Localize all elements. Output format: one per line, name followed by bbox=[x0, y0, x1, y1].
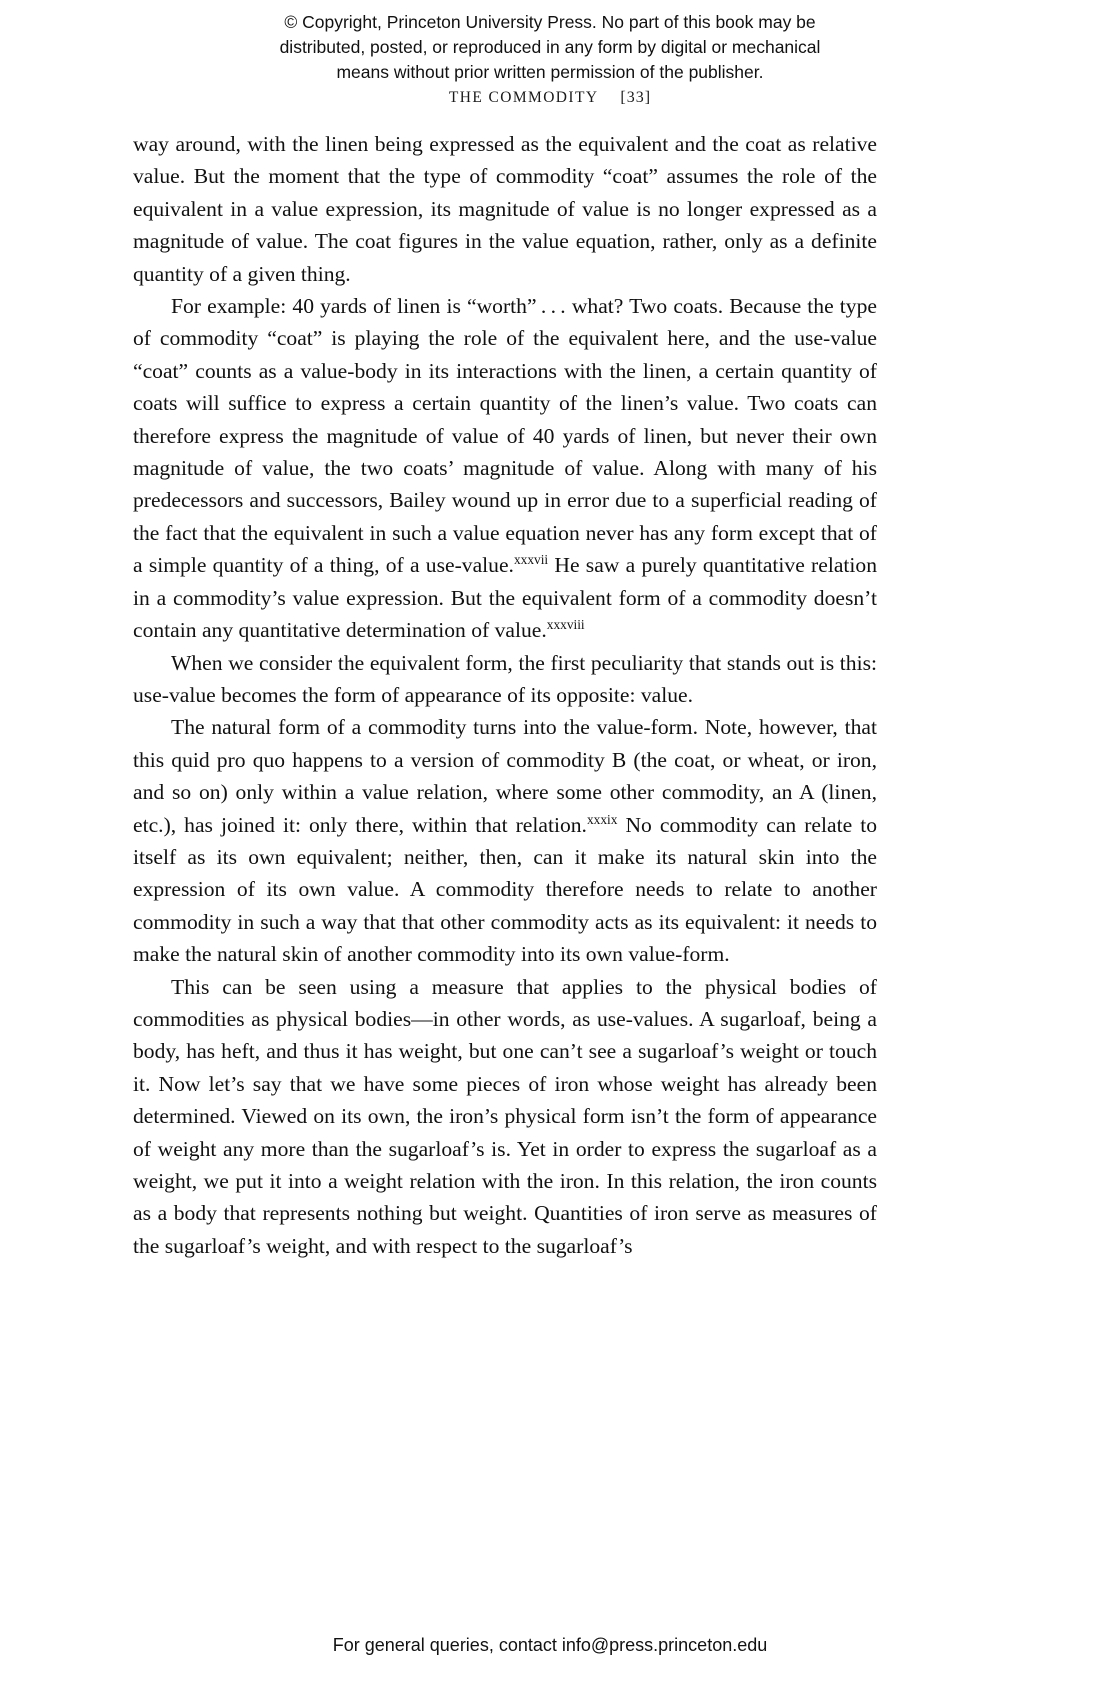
paragraph: When we consider the equivalent form, the first peculiarity that stands out is this: use-value becomes the form of appearance of its opposite: value. bbox=[133, 650, 877, 707]
copyright-notice bbox=[0, 10, 1100, 85]
paragraph: For example: 40 yards of linen is “worth” . . . what? Two coats. Because the type of commodity “coat” is playing the role of the equivalent here, and the use-value “coat” counts as a value-body in its interactions with the linen, a certain quantity of coats will suffice to express a certain quantity of the linen’s value. Two coats can therefore express the magnitude of value of 40 yards of linen, but never their own magnitude of value, the two coats’ magnitude of value. Along with many of his predecessors and successors, Bailey wound up in error due to a superficial reading of the fact that the equivalent in such a value equation never has any form except that of a simple quantity of a thing, of a use-value.$^{xxxvii}$ He saw a purely quantitative relation in a commodity’s value expression. But the equivalent form of a commodity doesn’t contain any quantitative determination of value.$^{xxxviii}$ bbox=[133, 294, 877, 643]
paragraph: way around, with the linen being expressed as the equivalent and the coat as relative value. But the moment that the type of commodity “coat” assumes the role of the equivalent in a value expression, its magnitude of value is no longer expressed as a magnitude of value. The coat figures in the value equation, rather, only as a definite quantity of a given thing. bbox=[133, 132, 877, 286]
copyright-line-3: means without prior written permission of the publisher. bbox=[336, 61, 764, 82]
page-number: [33] bbox=[620, 89, 652, 106]
footer-queries-note: For general queries, contact info@press.princeton.edu bbox=[332, 1635, 768, 1655]
body-text bbox=[133, 128, 877, 1262]
copyright-line-1: © Copyright, Princeton University Press. No part of this book may be bbox=[284, 12, 816, 32]
paragraph: The natural form of a commodity turns into the value-form. Note, however, that this quid pro quo happens to a version of commodity B (the coat, or wheat, or iron, and so on) only within a value relation, where some other commodity, an A (linen, etc.), has joined it: only there, within that relation.$^{xxxix}$ No commodity can relate to itself as its own equivalent; neither, then, can it make its natural skin into the expression of its own value. A commodity therefore needs to relate to another commodity in such a way that that other commodity acts as its equivalent: it needs to make the natural skin of another commodity into its own value-form. bbox=[133, 715, 877, 967]
copyright-line-2: distributed, posted, or reproduced in any form by digital or mechanical bbox=[279, 36, 821, 57]
running-head-title: THE COMMODITY bbox=[448, 89, 599, 106]
running-head bbox=[0, 87, 1100, 107]
paragraph: This can be seen using a measure that applies to the physical bodies of commodities as physical bodies—in other words, as use-values. A sugarloaf, being a body, has heft, and thus it has weight, but one can’t see a sugarloaf’s weight or touch it. Now let’s say that we have some pieces of iron whose weight has already been determined. Viewed on its own, the iron’s physical form isn’t the form of appearance of weight any more than the sugarloaf’s is. Yet in order to express the sugarloaf as a weight, we put it into a weight relation with the iron. In this relation, the iron counts as a body that represents nothing but weight. Quantities of iron serve as measures of the sugarloaf’s weight, and with respect to the sugarloaf’s bbox=[133, 974, 877, 1258]
